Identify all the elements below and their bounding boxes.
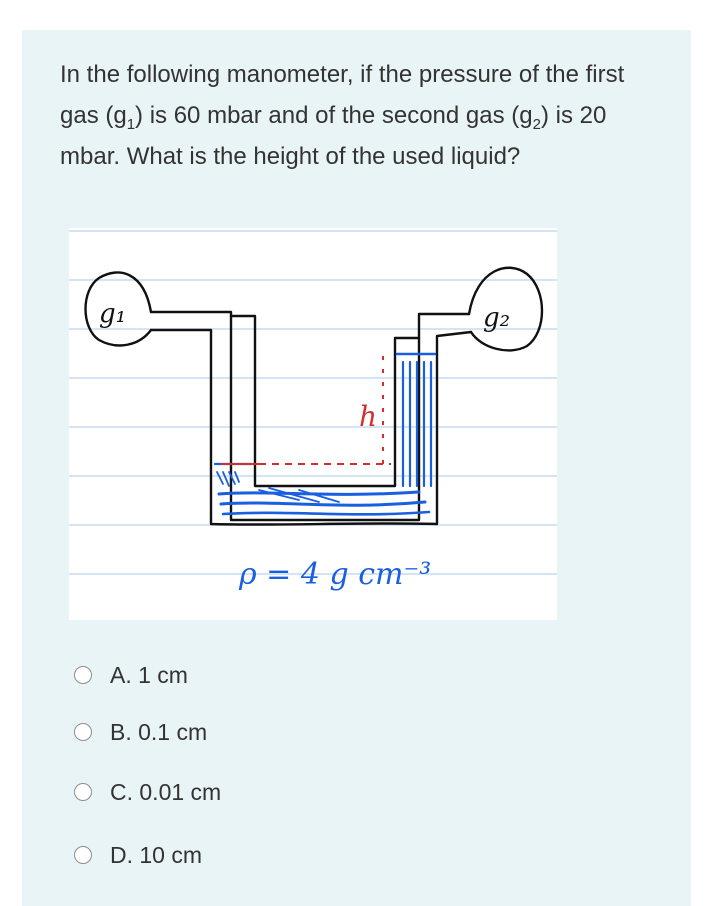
height-label: h [359,400,378,433]
ruled-lines [69,231,557,574]
radio-button-c[interactable] [74,783,92,801]
option-label-a: A. 1 cm [110,661,188,688]
option-d[interactable] [74,840,374,870]
density-label: ρ = 4 g cm⁻³ [239,557,432,592]
radio-button-a[interactable] [74,666,92,684]
radio-button-b[interactable] [74,723,92,741]
manometer-figure [69,228,557,620]
gas1-label: g₁ [99,299,127,329]
option-c[interactable] [74,777,374,807]
option-b[interactable] [74,717,374,747]
option-label-d: D. 10 cm [110,841,203,868]
option-label-c: C. 0.01 cm [110,778,222,805]
gas2-label: g₂ [483,303,511,333]
question-card [22,30,691,906]
option-a[interactable] [74,660,374,690]
manometer-drawing [69,228,557,620]
question-text: In the following manometer, if the pressure of the first gas $(g_1)$ is 60 mbar and of the second gas $(g_2)$ is 20 mbar. What is the height of the used liquid? [60,61,625,170]
option-label-b: B. 0.1 cm [110,718,208,745]
radio-button-d[interactable] [74,846,92,864]
